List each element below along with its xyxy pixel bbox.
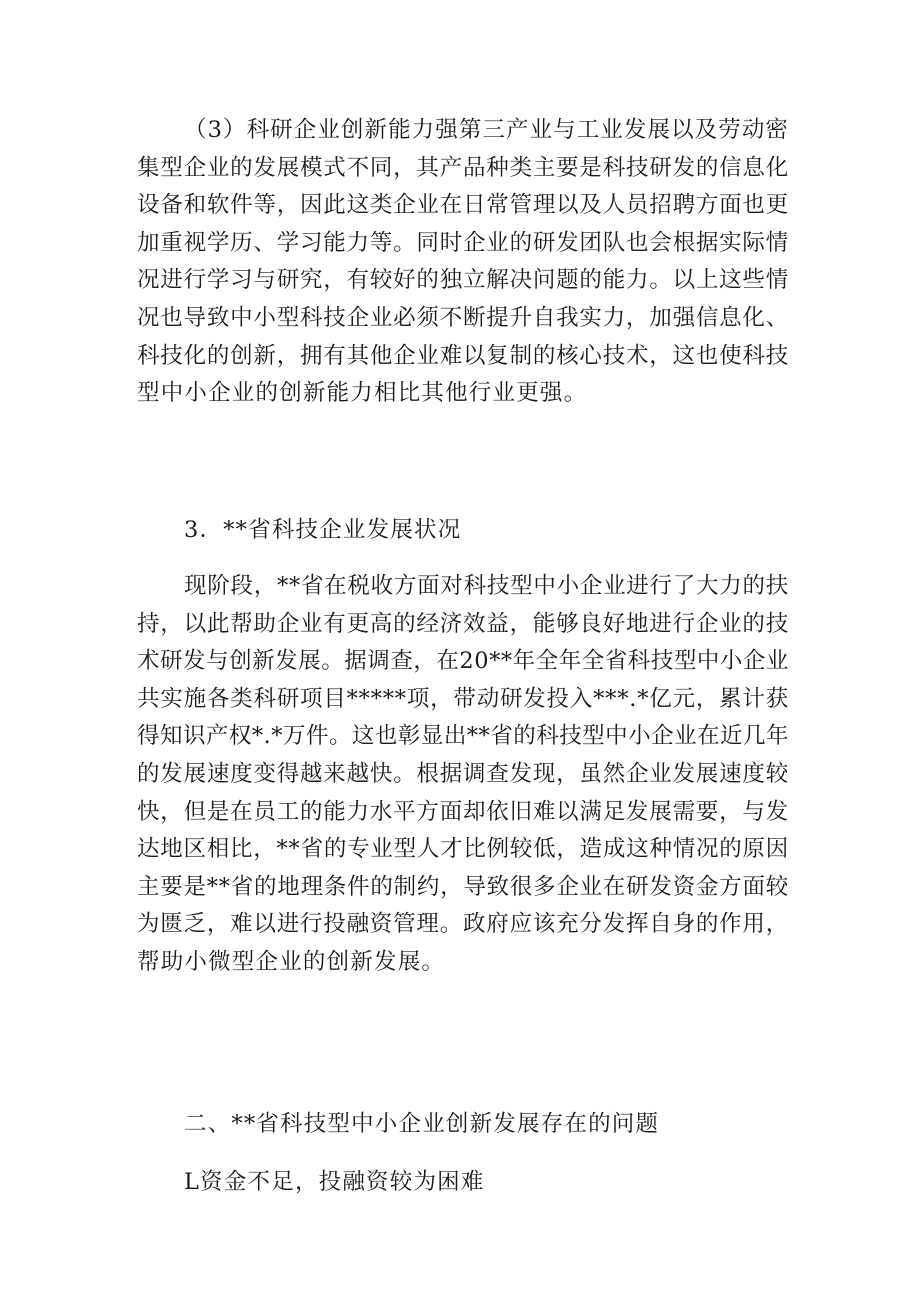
paragraph-line: 加重视学历、学习能力等。同时企业的研发团队也会根据实际情 <box>137 229 789 256</box>
paragraph-line: 科技化的创新，拥有其他企业难以复制的核心技术，这也使科技 <box>137 342 789 369</box>
paragraph-line: 术研发与创新发展。据调查，在20**年全年全省科技型中小企业 <box>137 648 789 675</box>
paragraph-line: 得知识产权*.*万件。这也彰显出**省的科技型中小企业在近几年 <box>137 723 789 750</box>
paragraph-line: 集型企业的发展模式不同，其产品种类主要是科技研发的信息化 <box>137 154 789 181</box>
subsection-heading-funding: L资金不足，投融资较为困难 <box>184 1169 485 1195</box>
paragraph-line: 设备和软件等，因此这类企业在日常管理以及人员招聘方面也更 <box>137 192 789 219</box>
paragraph-line: 况也导致中小型科技企业必须不断提升自我实力，加强信息化、 <box>137 304 789 331</box>
section-heading-tech-enterprise-status: 3．**省科技企业发展状况 <box>184 517 462 543</box>
paragraph-line: 快，但是在员工的能力水平方面却依旧难以满足发展需要，与发 <box>137 798 789 825</box>
paragraph-line: 持，以此帮助企业有更高的经济效益，能够良好地进行企业的技 <box>137 610 789 637</box>
paragraph-line: 的发展速度变得越来越快。根据调查发现，虽然企业发展速度较 <box>137 760 789 787</box>
paragraph-line: 现阶段，**省在税收方面对科技型中小企业进行了大力的扶 <box>184 573 789 599</box>
paragraph-line: （3）科研企业创新能力强第三产业与工业发展以及劳动密 <box>184 117 789 143</box>
paragraph-line: 达地区相比，**省的专业型人才比例较低，造成这种情况的原因 <box>137 836 789 863</box>
paragraph-line: 况进行学习与研究，有较好的独立解决问题的能力。以上这些情 <box>137 267 789 294</box>
paragraph-line: 帮助小微型企业的创新发展。 <box>137 948 446 975</box>
paragraph-line: 共实施各类科研项目*****项，带动研发投入***.*亿元，累计获 <box>137 685 789 712</box>
paragraph-province-status <box>137 568 789 982</box>
paragraph-line: 型中小企业的创新能力相比其他行业更强。 <box>137 380 588 407</box>
section-heading-problems: 二、**省科技型中小企业创新发展存在的问题 <box>184 1111 660 1137</box>
paragraph-line: 为匮乏，难以进行投融资管理。政府应该充分发挥自身的作用， <box>137 911 789 938</box>
paragraph-research-innovation <box>137 112 789 413</box>
paragraph-line: 主要是**省的地理条件的制约，导致很多企业在研发资金方面较 <box>137 873 789 900</box>
